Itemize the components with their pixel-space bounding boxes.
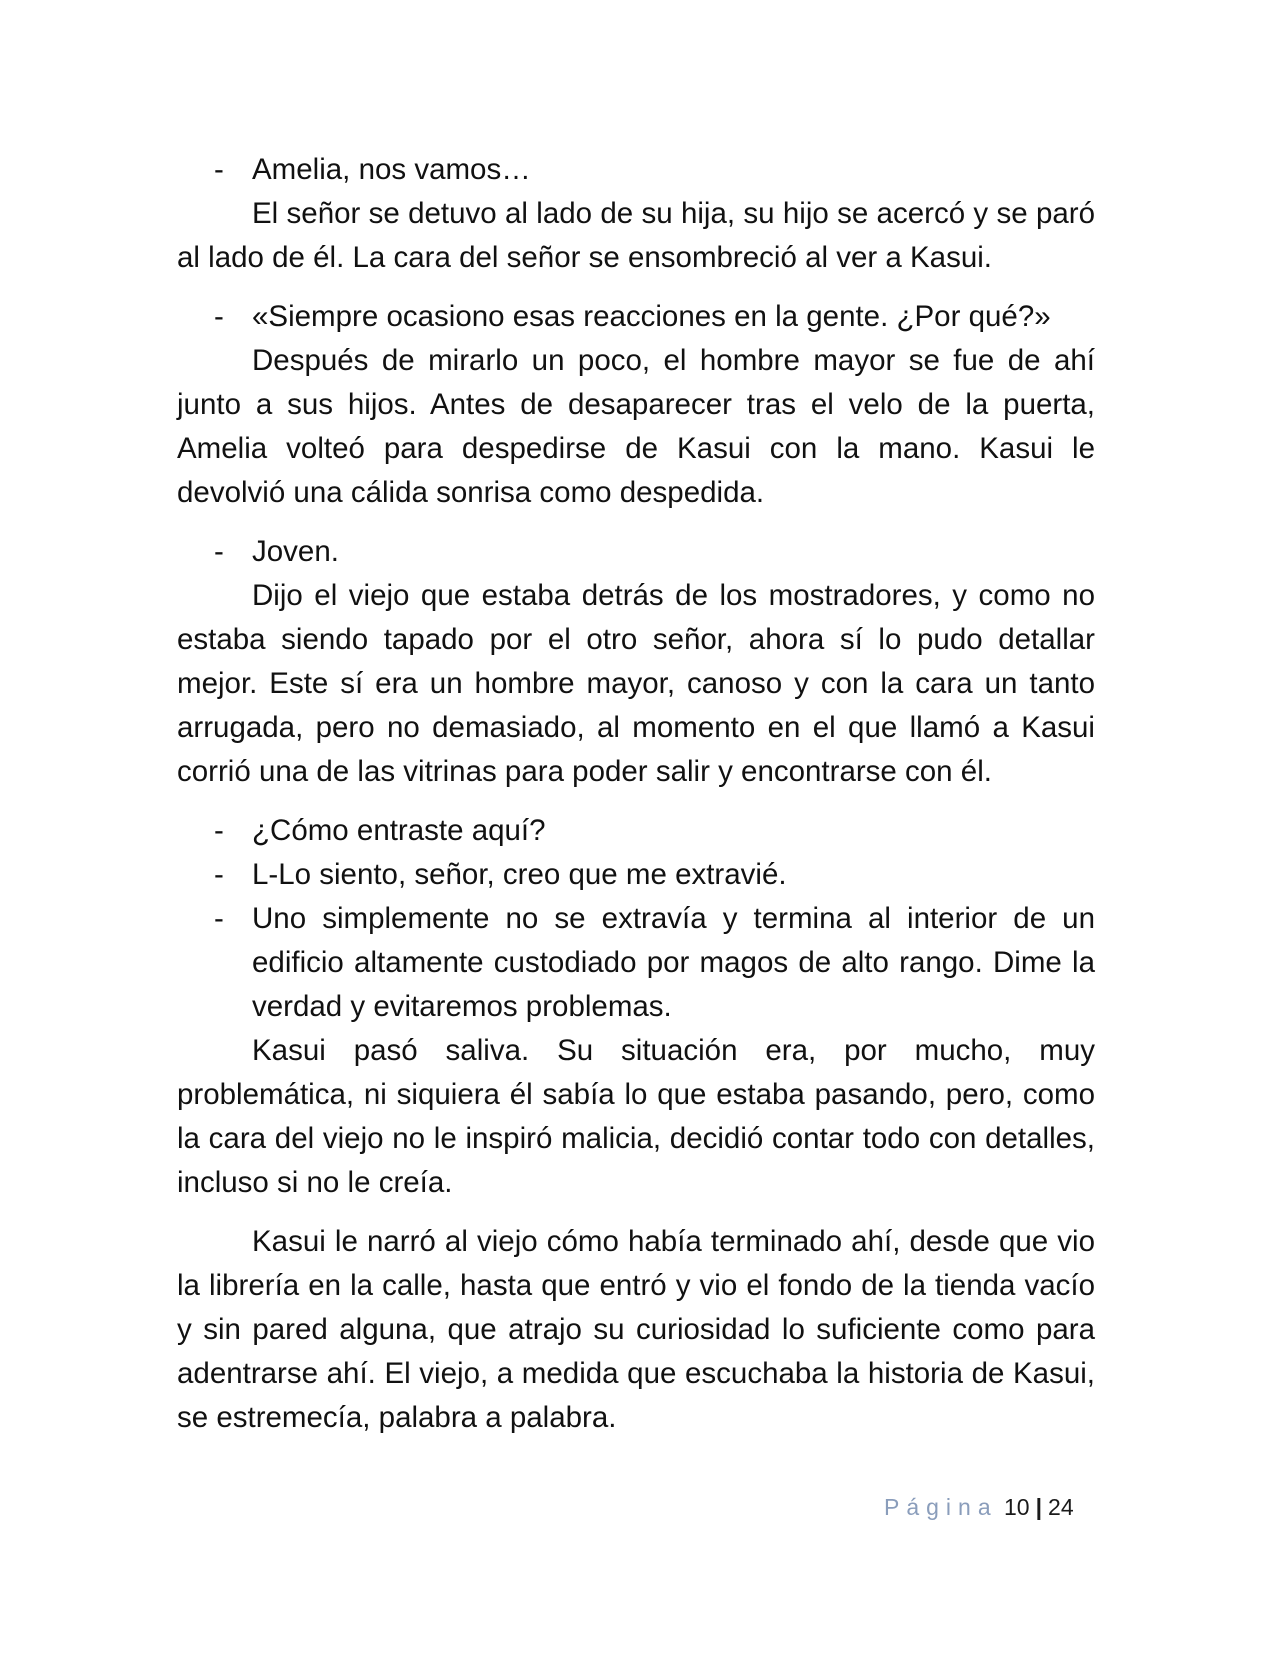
dialogue-text: ¿Cómo entraste aquí? [252,814,546,847]
dialogue-dash: - [214,153,224,186]
paragraph: Después de mirarlo un poco, el hombre mayor se fue de ahí junto a sus hijos. Antes de desaparecer tras el velo de la puerta, Amelia volteó para despedirse de Kasui con la mano. Kasui le devolvió una cálida sonrisa como despedida. [177,344,1095,509]
dialogue-dash: - [214,535,224,568]
dialogue-line [177,853,1095,897]
dialogue-line [177,897,1095,1029]
dialogue-text: Uno simplemente no se extravía y termina al interior de un edificio altamente custodiado por magos de alto rango. Dime la verdad y evitaremos problemas. [252,902,1095,1023]
page-footer [884,1492,1074,1522]
paragraph: Kasui le narró al viejo cómo había terminado ahí, desde que vio la librería en la calle, hasta que entró y vio el fondo de la tienda vacío y sin pared alguna, que atrajo su curiosidad lo suficiente como para adentrarse ahí. El viejo, a medida que escuchaba la historia de Kasui, se estremecía, palabra a palabra. [177,1225,1095,1434]
dialogue-text: Joven. [252,535,339,568]
page-separator: | [1035,1494,1043,1520]
paragraph: Dijo el viejo que estaba detrás de los mostradores, y como no estaba siendo tapado por el otro señor, ahora sí lo pudo detallar mejor. Este sí era un hombre mayor, canoso y con la cara un tanto arrugada, pero no demasiado, al momento en el que llamó a Kasui corrió una de las vitrinas para poder salir y encontrarse con él. [177,579,1095,788]
page-label: Página [884,1494,998,1520]
dialogue-line [177,295,1095,339]
page-number: 10 [1004,1494,1030,1520]
dialogue-line [177,809,1095,853]
document-body [177,148,1095,1440]
dialogue-dash: - [214,814,224,847]
dialogue-line [177,148,1095,192]
paragraph: Kasui pasó saliva. Su situación era, por mucho, muy problemática, ni siquiera él sabía lo que estaba pasando, pero, como la cara del viejo no le inspiró malicia, decidió contar todo con detalles, incluso si no le creía. [177,1034,1095,1199]
dialogue-dash: - [214,902,224,935]
total-pages: 24 [1048,1494,1074,1520]
dialogue-text: «Siempre ocasiono esas reacciones en la gente. ¿Por qué?» [252,300,1051,333]
dialogue-text: L-Lo siento, señor, creo que me extravié. [252,858,787,891]
dialogue-line [177,530,1095,574]
dialogue-dash: - [214,858,224,891]
dialogue-dash: - [214,300,224,333]
dialogue-text: Amelia, nos vamos… [252,153,531,186]
paragraph: El señor se detuvo al lado de su hija, su hijo se acercó y se paró al lado de él. La cara del señor se ensombreció al ver a Kasui. [177,197,1095,274]
